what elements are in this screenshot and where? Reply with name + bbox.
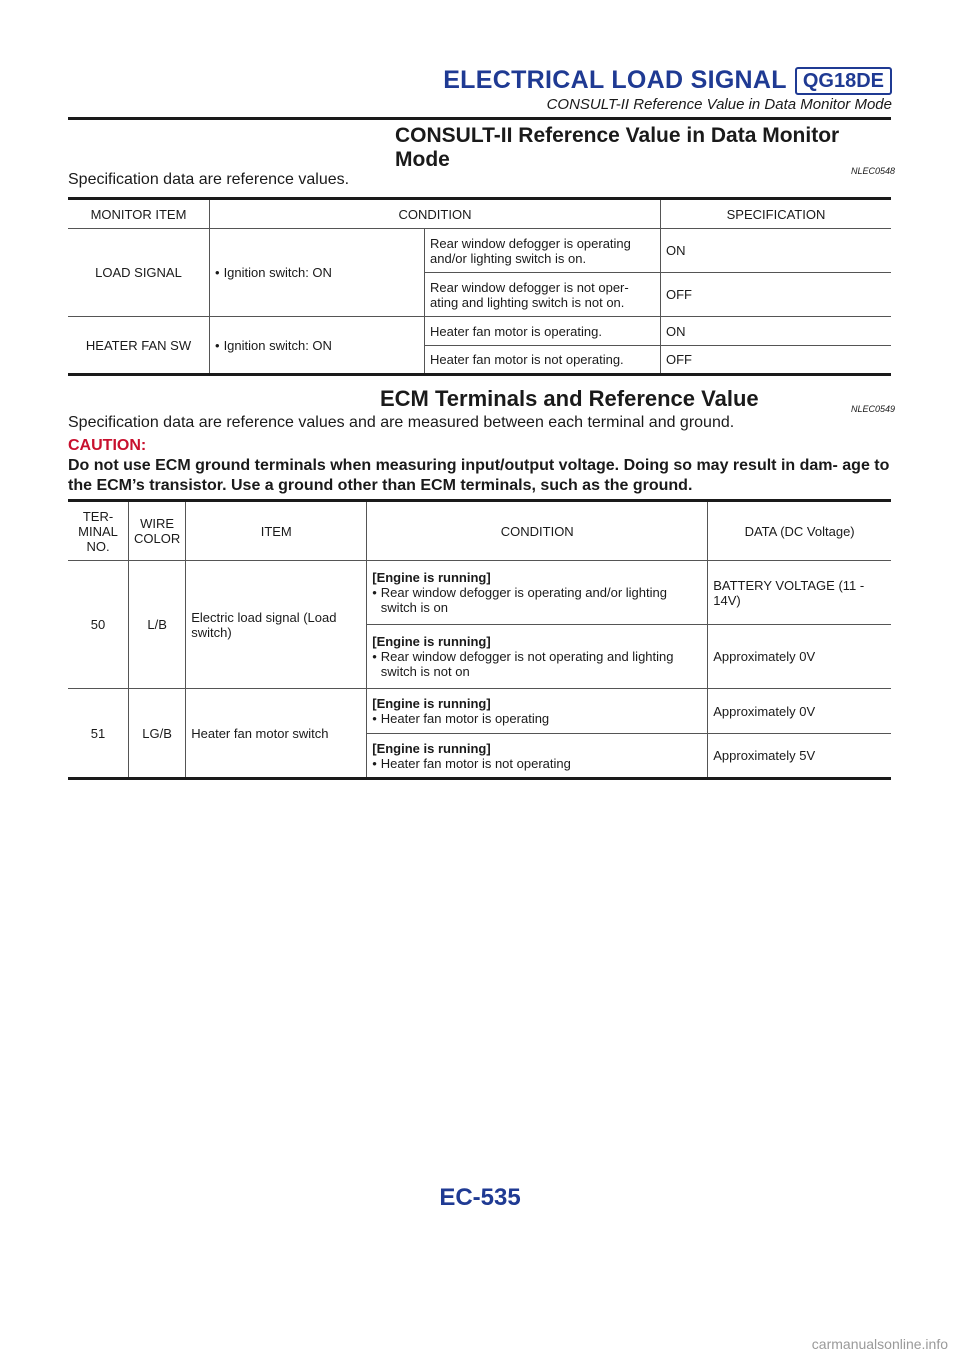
section1-title <box>395 124 865 172</box>
condition-text: Heater fan motor is operating <box>380 711 550 726</box>
table-header-row <box>68 199 891 229</box>
header-subtitle: CONSULT-II Reference Value in Data Monitor Mode <box>546 96 892 113</box>
item-cell: Electric load signal (Load switch) <box>186 561 367 689</box>
ecm-terminal-table <box>68 499 891 780</box>
header-title: ELECTRICAL LOAD SIGNAL <box>443 66 787 94</box>
spec-cell: ON <box>661 317 892 346</box>
engine-running-label: [Engine is running] <box>372 570 491 585</box>
data-cell: Approximately 0V <box>708 625 891 689</box>
bullet: • <box>372 649 377 664</box>
bullet: • <box>215 265 220 280</box>
col-monitor-item: MONITOR ITEM <box>68 199 210 229</box>
section2-lead: Specification data are reference values and are measured between each terminal and ground. <box>68 414 735 431</box>
data-cell: BATTERY VOLTAGE (11 - 14V) <box>708 561 891 625</box>
condition-text: Heater fan motor is not operating <box>380 755 571 771</box>
table-row <box>68 689 891 734</box>
bullet: • <box>372 755 377 771</box>
condition-cell <box>367 561 708 625</box>
table-row <box>68 317 891 346</box>
monitor-table <box>68 197 891 376</box>
engine-running-label: [Engine is running] <box>372 696 491 711</box>
terminal-no: 51 <box>68 689 129 779</box>
wire-color: L/B <box>129 561 186 689</box>
section1-code: NLEC0548 <box>851 166 896 176</box>
condition-text: Rear window defogger is not operating and lighting switch is not on <box>380 649 674 679</box>
col-wire-color: WIRE COLOR <box>129 501 186 561</box>
data-cell: Approximately 5V <box>708 734 891 779</box>
header-rule <box>68 117 891 120</box>
state-cell: Heater fan motor is not operating. <box>425 346 661 375</box>
monitor-item: HEATER FAN SW <box>68 317 210 375</box>
spec-cell: OFF <box>661 346 892 375</box>
section2-code: NLEC0549 <box>851 404 896 414</box>
caution-text: Do not use ECM ground terminals when measuring input/output voltage. Doing so may result in dam- age to the ECM’s transistor. Use a ground other than ECM terminals, such as the ground. <box>68 457 890 494</box>
col-condition: CONDITION <box>210 199 661 229</box>
section2-title: ECM Terminals and Reference Value <box>380 386 759 411</box>
bullet: • <box>215 337 220 353</box>
page-header <box>443 66 892 113</box>
state-cell: Rear window defogger is not oper- ating and lighting switch is not on. <box>425 273 661 317</box>
table-header-row <box>68 501 891 561</box>
spec-cell: OFF <box>661 273 892 317</box>
table-row <box>68 561 891 625</box>
item-cell: Heater fan motor switch <box>186 689 367 779</box>
col-terminal-no: TER- MINAL NO. <box>68 501 129 561</box>
condition-cell <box>210 229 425 317</box>
col-specification: SPECIFICATION <box>661 199 892 229</box>
condition-text: Ignition switch: ON <box>223 265 332 280</box>
wire-color: LG/B <box>129 689 186 779</box>
section1-title-line1: CONSULT-II Reference Value in Data Monitor <box>395 124 840 147</box>
col-condition: CONDITION <box>367 501 708 561</box>
engine-badge: QG18DE <box>795 67 892 95</box>
condition-text: Ignition switch: ON <box>223 337 332 353</box>
table-row <box>68 229 891 273</box>
bullet: • <box>372 585 377 600</box>
condition-cell <box>367 625 708 689</box>
bullet: • <box>372 711 377 726</box>
data-cell: Approximately 0V <box>708 689 891 734</box>
caution-heading: CAUTION: <box>68 437 147 454</box>
condition-cell <box>367 734 708 779</box>
condition-cell <box>367 689 708 734</box>
engine-running-label: [Engine is running] <box>372 740 491 756</box>
state-cell: Heater fan motor is operating. <box>425 317 661 346</box>
condition-text: Rear window defogger is operating and/or lighting switch is on <box>380 585 667 615</box>
section1-title-line2: Mode <box>395 148 450 171</box>
state-cell: Rear window defogger is operating and/or lighting switch is on. <box>425 229 661 273</box>
condition-cell <box>210 317 425 375</box>
spec-cell: ON <box>661 229 892 273</box>
col-data: DATA (DC Voltage) <box>708 501 891 561</box>
col-item: ITEM <box>186 501 367 561</box>
page-number: EC-535 <box>439 1184 521 1211</box>
monitor-item: LOAD SIGNAL <box>68 229 210 317</box>
section1-lead: Specification data are reference values. <box>68 171 350 188</box>
engine-running-label: [Engine is running] <box>372 634 491 649</box>
site-watermark: carmanualsonline.info <box>811 1336 948 1352</box>
terminal-no: 50 <box>68 561 129 689</box>
